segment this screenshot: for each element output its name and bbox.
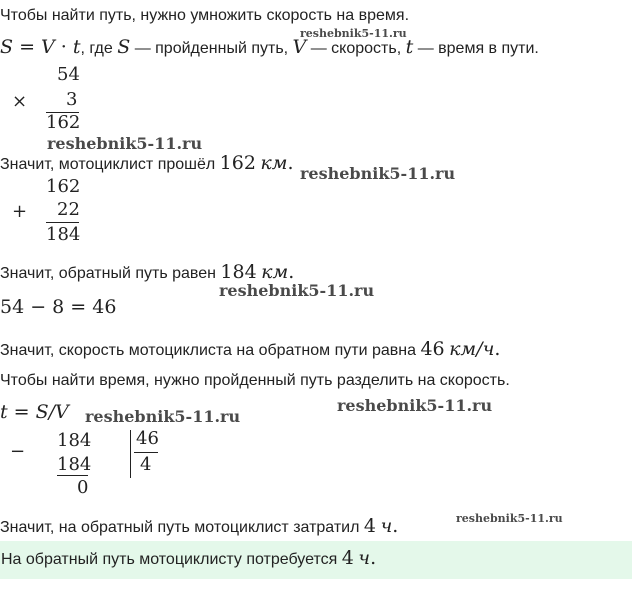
answer-box: На обратный путь мотоциклисту потребуется 4 ч.: [0, 541, 632, 579]
mult-operand-b: 3: [66, 89, 78, 110]
time-result-text: Значит, на обратный путь мотоциклист затратил 4 ч.: [0, 515, 399, 537]
div-subtrahend: 184: [57, 454, 92, 475]
mult-result: 162: [46, 112, 81, 133]
add-operand-b: 22: [57, 199, 80, 220]
div-divisor-line: [134, 452, 158, 453]
div-dividend: 184: [57, 430, 92, 451]
subtraction-equation: 54 − 8 = 46: [0, 296, 117, 318]
add-line: [46, 222, 79, 223]
watermark: reshebnik5-11.ru: [85, 407, 241, 426]
watermark: reshebnik5-11.ru: [300, 164, 456, 183]
watermark: reshebnik5-11.ru: [337, 396, 493, 415]
div-sign: −: [10, 441, 26, 462]
watermark: reshebnik5-11.ru: [47, 134, 203, 153]
mult-operand-a: 54: [57, 64, 80, 85]
watermark: reshebnik5-11.ru: [219, 281, 375, 300]
result-distance-text: Значит, мотоциклист прошёл 162 км.: [0, 152, 294, 174]
var-s: S: [0, 36, 14, 58]
formula-distance: S = V · t, где S — пройденный путь, V — скорость, t — время в пути.: [0, 36, 539, 58]
add-result: 184: [46, 224, 81, 245]
div-sub-line: [57, 475, 88, 476]
div-divisor: 46: [136, 428, 159, 449]
watermark: reshebnik5-11.ru: [300, 27, 407, 40]
add-operand-a: 162: [46, 176, 81, 197]
div-vertical-bar: [130, 430, 131, 478]
return-speed-text: Значит, скорость мотоциклиста на обратном пути равна 46 км/ч.: [0, 338, 501, 360]
div-remainder: 0: [77, 477, 89, 498]
rule-multiply-text: Чтобы найти путь, нужно умножить скорость на время.: [0, 7, 410, 24]
watermark: reshebnik5-11.ru: [456, 512, 563, 525]
formula-time: t = S/V: [0, 401, 69, 423]
rule-divide-text: Чтобы найти время, нужно пройденный путь разделить на скорость.: [0, 372, 510, 389]
answer-text: На обратный путь мотоциклисту потребуется: [1, 551, 342, 568]
div-quotient: 4: [140, 454, 152, 475]
mult-sign: ×: [12, 91, 28, 112]
add-sign: +: [12, 201, 28, 222]
return-distance-text: Значит, обратный путь равен 184 км.: [0, 261, 295, 283]
